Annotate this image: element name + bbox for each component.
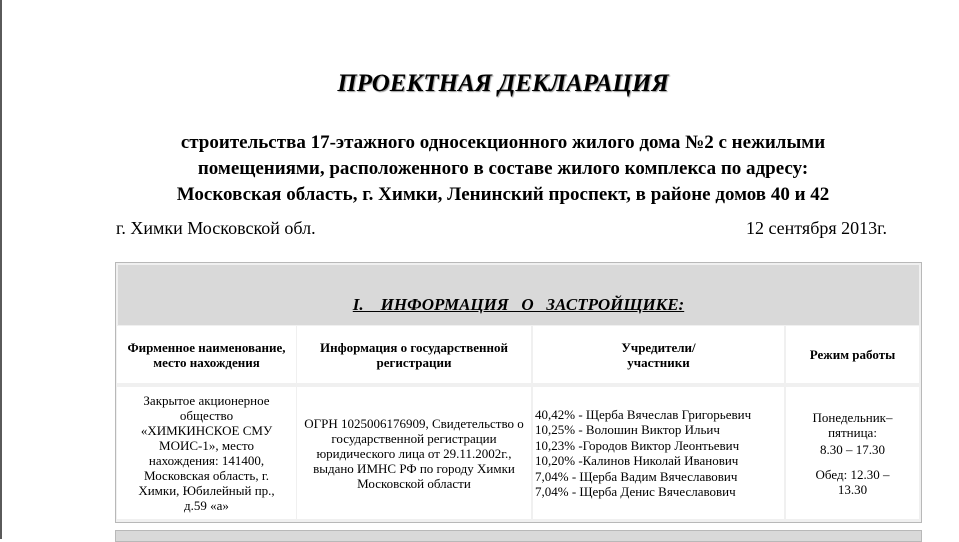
founder-item: 40,42% - Щерба Вячеслав Григорьевич	[535, 406, 752, 422]
hours-days: Понедельник–пятница:	[812, 409, 893, 440]
founder-item: 7,04% - Щерба Вадим Вячеславович	[535, 468, 738, 484]
header-founders: Учредители/ участники	[533, 326, 784, 383]
subtitle-line: строительства 17-этажного односекционного жилого дома №2 с нежилыми	[180, 132, 826, 153]
section-header	[118, 265, 919, 325]
founders-cell	[533, 387, 784, 519]
founders-list	[533, 407, 784, 500]
document-date: 12 сентября 2013г.	[745, 218, 887, 238]
header-registration: Информация о государственной регистрации	[297, 326, 531, 383]
next-table-edge	[115, 530, 922, 542]
document-place: г. Химки Московской обл.	[116, 218, 316, 238]
document-subtitle	[0, 130, 959, 208]
founder-item: 10,25% - Волошин Виктор Ильич	[535, 422, 720, 437]
document-title: ПРОЕКТНАЯ ДЕКЛАРАЦИЯ	[337, 70, 669, 97]
header-company: Фирменное наименование, место нахождения	[117, 326, 296, 383]
founder-item: 7,04% - Щерба Денис Вячеславович	[535, 484, 736, 499]
subtitle-line: Московская область, г. Химки, Ленинский проспект, в районе домов 40 и 42	[176, 184, 830, 205]
section-heading: I. ИНФОРМАЦИЯ О ЗАСТРОЙЩИКЕ:	[352, 295, 685, 314]
hours-time: 8.30 – 17.30	[820, 441, 885, 457]
subtitle-line: помещениями, расположенного в составе жилого комплекса по адресу:	[197, 158, 809, 179]
founder-item: 10,20% -Калинов Николай Иванович	[535, 453, 739, 468]
header-hours: Режим работы	[786, 326, 919, 383]
founder-item: 10,23% -Городов Виктор Леонтьевич	[535, 437, 740, 453]
company-cell: Закрытое акционерное общество «ХИМКИНСКОЕ СМУ МОИС-1», место нахождения: 141400, Московская область, г. Химки, Юбилейный пр., д.59 «а»	[117, 387, 296, 519]
hours-lunch: Обед: 12.30 – 13.30	[815, 466, 890, 497]
hours-cell	[786, 387, 919, 519]
registration-cell: ОГРН 1025006176909, Свидетельство о государственной регистрации юридического лица от 29.11.2002г., выдано ИМНС РФ по городу Химки Московской области	[297, 387, 531, 519]
